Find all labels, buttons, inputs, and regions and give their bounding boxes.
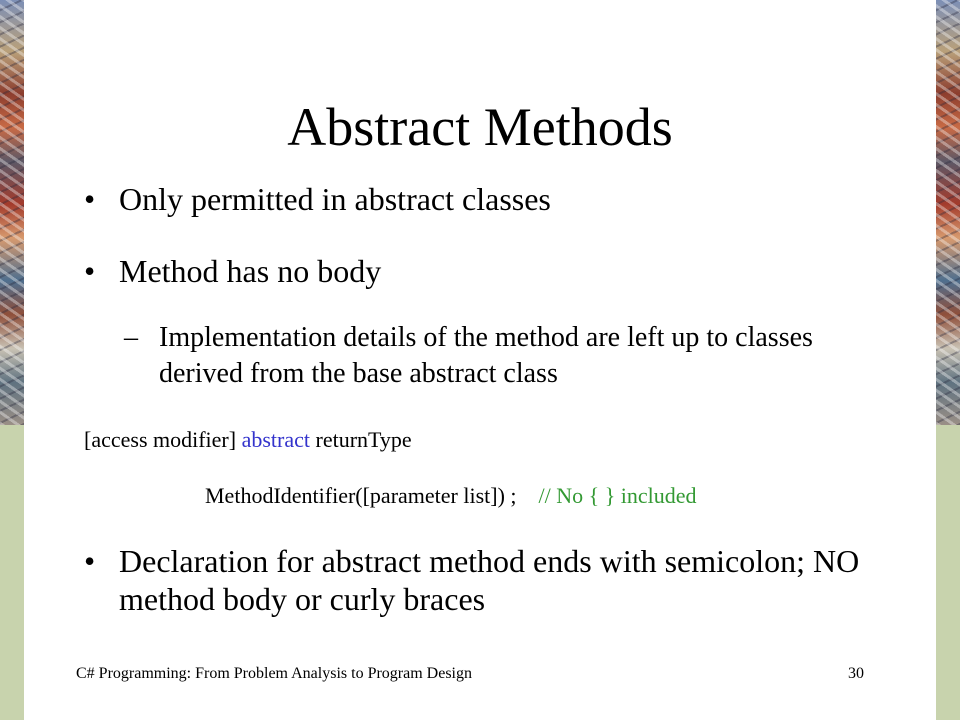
sub-bullet-mark: –	[124, 322, 138, 353]
footer-page-number: 30	[848, 665, 864, 682]
bullet-mark: •	[84, 253, 96, 289]
left-band-lower	[0, 425, 24, 720]
sub-bullet-text: Implementation details of the method are left up to classes derived from the base abstract class	[159, 322, 813, 389]
right-band-lower	[936, 425, 960, 720]
syntax-return-type: returnType	[310, 427, 412, 452]
bullet-text: Declaration for abstract method ends with semicolon; NO method body or curly braces	[119, 543, 860, 617]
syntax-line-1	[84, 426, 412, 454]
right-decorative-band	[936, 0, 960, 720]
syntax-abstract-keyword: abstract	[241, 427, 310, 452]
left-band-photo	[0, 0, 24, 425]
slide-title: Abstract Methods	[287, 97, 673, 157]
syntax-comment: // No { } included	[538, 483, 697, 508]
footer-book-title: C# Programming: From Problem Analysis to Program Design	[76, 665, 472, 682]
right-band-photo	[936, 0, 960, 425]
syntax-line-2	[205, 482, 697, 510]
left-decorative-band	[0, 0, 24, 720]
bullet-text: Method has no body	[119, 253, 382, 289]
syntax-prefix: [access modifier]	[84, 427, 242, 452]
bullet-text: Only permitted in abstract classes	[119, 181, 551, 217]
bullet-mark: •	[84, 543, 96, 579]
syntax-method-identifier: MethodIdentifier([parameter list]) ;	[205, 483, 539, 508]
bullet-mark: •	[84, 181, 96, 217]
